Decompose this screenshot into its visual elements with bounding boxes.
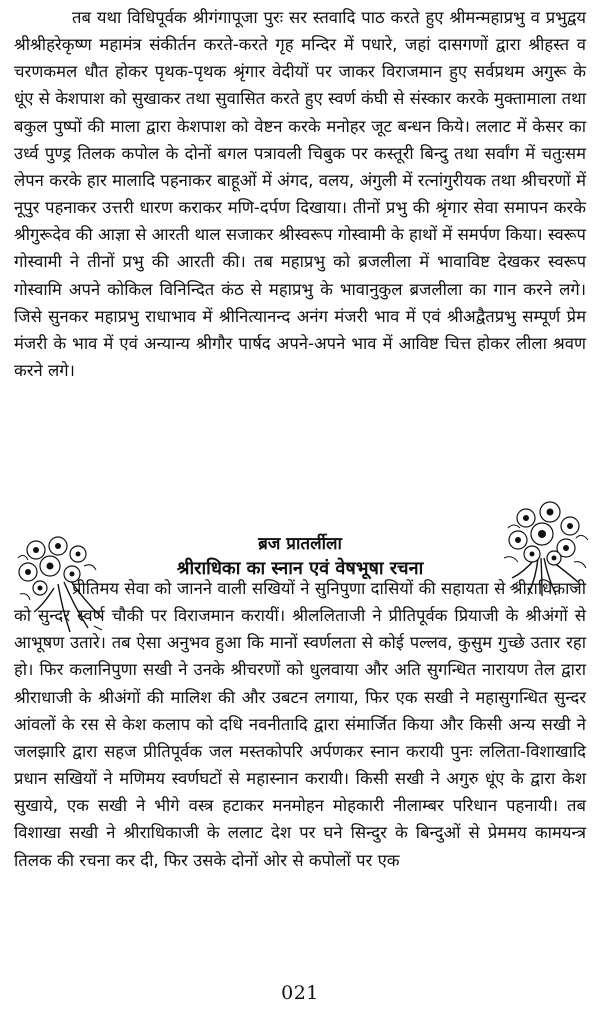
body-paragraph-2: प्रीतिमय सेवा को जानने वाली सखियों ने सुनिपुणा दासियों की सहायता से श्रीराधिकाजी को सुन्दर स्वर्ण चौकी पर विराजमान करायीं। श्रीललिताजी ने प्रीतिपूर्वक प्रियाजी के श्रीअंगों से आभूषण उतारे। तब ऐसा अनुभव हुआ कि मानों स्वर्णलता से कोई पल्लव, कुसुम गुच्छे उतार रहा हो। फिर कलानिपुणा सखी ने उनके श्रीचरणों को धुलवाया और अति सुगन्धित नारायण तेल द्वारा श्रीराधाजी के श्रीअंगों की मालिश की और उबटन लगाया, फिर एक सखी ने महासुगन्धित सुन्दर आंवलों के रस से केश कलाप को दधि नवनीतादि द्वारा संमार्जित किया और किसी अन्य सखी ने जलझारि द्वारा सहज प्रीतिपूर्वक जल मस्तकोपरि अर्पणकर स्नान करायी पुनः ललिता-विशाखादि प्रधान सखियों ने मणिमय स्वर्णघटों से महास्नान करायी। किसी सखी ने अगुरु धूंए के द्वारा केश सुखाये, एक सखी ने भीगे वस्त्र हटाकर मनमोहन मोहकारी नीलाम्बर परिधान पहनायी। तब विशाखा सखी ने श्रीराधिकाजी के ललाट देश पर घने सिन्दुर के बिन्दुओं से प्रेममय कामयन्त्र तिलक की रचना कर दी, फिर उसके दोनों ओर से कपोलों पर एक (14, 579, 586, 870)
page-number: 021 (281, 982, 319, 1004)
section-heading: ब्रज प्रातर्लीला (258, 534, 342, 554)
sub-heading: श्रीराधिका का स्नान एवं वेषभूषा रचना (176, 558, 424, 579)
body-paragraph-1: तब यथा विधिपूर्वक श्रीगंगापूजा पुरः सर स्तवादि पाठ करते हुए श्रीमन्महाप्रभु व प्रभुद्वय श्रीश्रीहरेकृष्ण महामंत्र संकीर्तन करते-करते गृह मन्दिर में पधारे, जहां दासगणों द्वारा श्रीहस्त व चरणकमल धौत होकर पृथक-पृथक श्रृंगार वेदीयों पर जाकर विराजमान हुए सर्वप्रथम अगुरू के धूंए से केशपाश को सुखाकर तथा सुवासित करते हुए स्वर्ण कंघी से संस्कार करके मुक्तामाला तथा बकुल पुष्पों की माला द्वारा केशपाश को वेष्टन करके मनोहर जूट बन्धन किये। ललाट में केसर का उर्ध्व पुण्ड्र तिलक कपोल के दोनों बगल पत्रावली चिबुक पर कस्तूरी बिन्दु तथा सर्वांग में चतुःसम लेपन करके हार मालादि पहनाकर बाहूओं में अंगद, वलय, अंगुली में रत्नांगुरीयक तथा श्रीचरणों में नूपुर पहनाकर उत्तरी धारण कराकर मणि-दर्पण दिखाया। तीनों प्रभु की श्रृंगार सेवा समापन करके श्रीगुरूदेव की आज्ञा से आरती थाल सजाकर श्रीस्वरूप गोस्वामी के हाथों में समर्पण किया। स्वरूप गोस्वामी ने तीनों प्रभु की आरती की। तब महाप्रभु को ब्रजलीला में भावाविष्ट देखकर स्वरूप गोस्वामि अपने कोकिल विनिन्दित कंठ से महाप्रभु के भावानुकुल ब्रजलीला का गान करने लगे। जिसे सुनकर महाप्रभु राधाभाव में श्रीनित्यानन्द अनंग मंजरी भाव में एवं श्रीअद्वैतप्रभु सम्पूर्ण प्रेम मंजरी के भाव में एवं अन्यान्य श्रीगौर पार्षद अपने-अपने भाव में आविष्ट चित्त होकर लीला श्रवण करने लगे। (14, 8, 586, 381)
